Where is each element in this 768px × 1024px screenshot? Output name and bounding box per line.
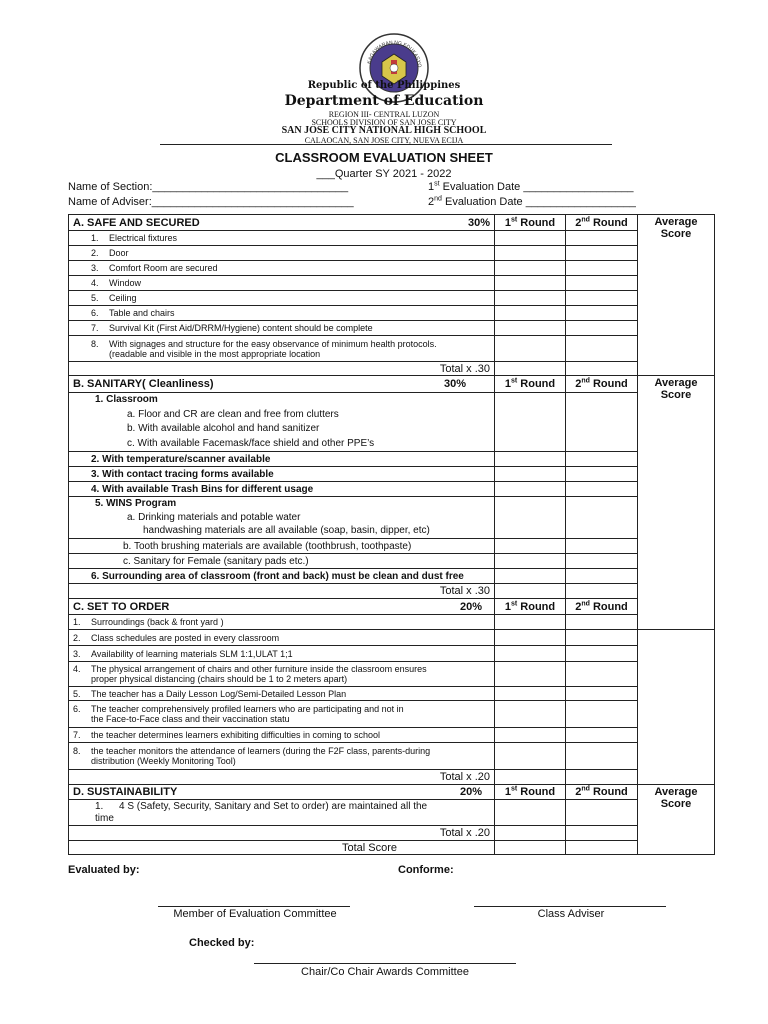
svg-text:KAGAWARAN NG EDUKASYON: KAGAWARAN NG EDUKASYO [366, 39, 423, 68]
section-title: B. SANITARY( Cleanliness) [73, 378, 214, 390]
checked-by-label: Checked by: [189, 937, 255, 949]
adviser-signature-label: Class Adviser [537, 908, 605, 920]
round1-score[interactable] [495, 630, 566, 646]
total-row: Total x .30 [69, 362, 715, 376]
average-score-cell: Average Score [638, 785, 715, 855]
round2-header: 2nd Round [566, 785, 638, 800]
table-row: 1. Classroom a. Floor and CR are clean and free from clutters b. With available alcohol and hand sanitizer c. With available Facemask/face shield and other PPE’s [69, 393, 715, 452]
round1-score[interactable] [495, 554, 566, 569]
round2-score[interactable] [566, 743, 638, 770]
round1-header: 1st Round [495, 215, 566, 231]
round2-header: 2nd Round [566, 599, 638, 615]
round1-score[interactable] [495, 615, 566, 630]
table-row: 3. Comfort Room are secured [69, 261, 715, 276]
round1-header: 1st Round [495, 599, 566, 615]
table-row: 1. Electrical fixtures [69, 231, 715, 246]
round1-score[interactable] [495, 482, 566, 497]
section-percent: 20% [459, 600, 482, 613]
table-row: 5. Ceiling [69, 291, 715, 306]
round1-header: 1st Round [495, 785, 566, 800]
chair-signature-label: Chair/Co Chair Awards Committee [301, 966, 469, 978]
member-signature-label: Member of Evaluation Committee [173, 908, 337, 920]
table-row: 6. Table and chairs [69, 306, 715, 321]
round2-score[interactable] [566, 728, 638, 743]
round1-total[interactable] [495, 362, 566, 376]
round2-score[interactable] [566, 800, 638, 826]
section-percent: 30% [443, 378, 466, 390]
round2-score[interactable] [566, 231, 638, 246]
table-row: 8. the teacher monitors the attendance of learners (during the F2F class, parents-during distribution (Weekly Monitoring Tool) [69, 743, 715, 770]
round1-score[interactable] [495, 728, 566, 743]
table-row: 3. Availability of learning materials SLM 1:1,ULAT 1;1 [69, 646, 715, 662]
total-row: Total x .30 [69, 584, 715, 599]
round2-score[interactable] [566, 261, 638, 276]
round1-score[interactable] [495, 231, 566, 246]
chair-signature-line [254, 963, 516, 964]
division-text: SCHOOLS DIVISION OF SAN JOSE CITY [311, 118, 457, 127]
round1-score[interactable] [495, 306, 566, 321]
evaluated-by-label: Evaluated by: [68, 864, 140, 876]
total-row: Total x .20 [69, 770, 715, 785]
round2-total-score[interactable] [566, 841, 638, 855]
table-row: 6. Surrounding area of classroom (front and back) must be clean and dust free [69, 569, 715, 584]
round2-score[interactable] [566, 336, 638, 362]
round2-total[interactable] [566, 826, 638, 841]
table-row: 7. Survival Kit (First Aid/DRRM/Hygiene) content should be complete [69, 321, 715, 336]
total-score-row: Total Score [69, 841, 715, 855]
table-row: 2. Door [69, 246, 715, 261]
round1-score[interactable] [495, 336, 566, 362]
round2-score[interactable] [566, 497, 638, 539]
round1-score[interactable] [495, 393, 566, 452]
quarter-line: ___Quarter SY 2021 - 2022 [316, 168, 452, 180]
header-rule [160, 144, 612, 145]
round1-score[interactable] [495, 662, 566, 687]
round1-total[interactable] [495, 584, 566, 599]
round1-score[interactable] [495, 246, 566, 261]
round1-header: 1st Round [495, 376, 566, 393]
round2-header: 2nd Round [566, 215, 638, 231]
section-title: A. SAFE AND SECURED [73, 216, 200, 229]
round2-score[interactable] [566, 569, 638, 584]
section-title: C. SET TO ORDER [73, 600, 170, 613]
adviser-name-field[interactable]: Name of Adviser:_________________________________ [68, 196, 354, 208]
table-row: 1. 4 S (Safety, Security, Sanitary and Set to order) are maintained all the time [69, 800, 715, 826]
round2-score[interactable] [566, 662, 638, 687]
conforme-label: Conforme: [398, 864, 454, 876]
table-row: 6. The teacher comprehensively profiled learners who are participating and not in the Face-to-Face class and their vaccination statu [69, 701, 715, 728]
round2-score[interactable] [566, 687, 638, 701]
section-percent: 30% [467, 216, 490, 229]
region-text: REGION III- CENTRAL LUZON [328, 110, 440, 119]
round1-score[interactable] [495, 701, 566, 728]
page-title: CLASSROOM EVALUATION SHEET [275, 150, 493, 165]
average-score-cell: Average Score [638, 215, 715, 376]
republic-text: Republic of the Philippines [307, 80, 461, 91]
round1-score[interactable] [495, 539, 566, 554]
section-percent: 20% [459, 786, 482, 798]
round2-score[interactable] [566, 393, 638, 452]
table-row: 4. With available Trash Bins for different usage [69, 482, 715, 497]
second-eval-date-field[interactable]: 2nd Evaluation Date __________________ [428, 195, 636, 208]
round2-score[interactable] [566, 615, 638, 630]
round2-score[interactable] [566, 539, 638, 554]
department-text: Department of Education [284, 93, 484, 109]
total-row: Total x .20 [69, 826, 715, 841]
section-name-field[interactable]: Name of Section:________________________________ [68, 181, 349, 193]
round1-score[interactable] [495, 452, 566, 467]
round1-score[interactable] [495, 467, 566, 482]
round1-score[interactable] [495, 497, 566, 539]
table-row: 2. With temperature/scanner available [69, 452, 715, 467]
table-row: 1. Surroundings (back & front yard ) [69, 615, 715, 630]
round2-score[interactable] [566, 246, 638, 261]
table-row: 8. With signages and structure for the easy observance of minimum health protocols. (readable and visible in the most appropriate location [69, 336, 715, 362]
round1-total-score[interactable] [495, 841, 566, 855]
section-b-header [69, 376, 715, 393]
table-row: 4. The physical arrangement of chairs and other furniture inside the classroom ensures proper physical distancing (chairs should be 1 to 2 meters apart) [69, 662, 715, 687]
table-row: 3. With contact tracing forms available [69, 467, 715, 482]
table-row: b. Tooth brushing materials are available (toothbrush, toothpaste) [69, 539, 715, 554]
school-name: SAN JOSE CITY NATIONAL HIGH SCHOOL [281, 125, 487, 136]
round1-score[interactable] [495, 569, 566, 584]
section-title: D. SUSTAINABILITY [73, 786, 178, 798]
table-row: 7. the teacher determines learners exhibiting difficulties in coming to school [69, 728, 715, 743]
round2-total[interactable] [566, 770, 638, 785]
round1-score[interactable] [495, 261, 566, 276]
round2-score[interactable] [566, 306, 638, 321]
round1-score[interactable] [495, 800, 566, 826]
round2-score[interactable] [566, 452, 638, 467]
table-row: 2. Class schedules are posted in every classroom [69, 630, 715, 646]
round1-score[interactable] [495, 743, 566, 770]
table-row: 5. The teacher has a Daily Lesson Log/Semi-Detailed Lesson Plan [69, 687, 715, 701]
table-row: 4. Window [69, 276, 715, 291]
round2-header: 2nd Round [566, 376, 638, 393]
round1-total[interactable] [495, 770, 566, 785]
round2-score[interactable] [566, 701, 638, 728]
school-address: CALAOCAN, SAN JOSE CITY, NUEVA ECIJA [304, 136, 464, 145]
round2-total[interactable] [566, 362, 638, 376]
round1-score[interactable] [495, 321, 566, 336]
round2-score[interactable] [566, 630, 638, 646]
adviser-signature-line [474, 906, 666, 907]
round2-score[interactable] [566, 554, 638, 569]
round2-score[interactable] [566, 646, 638, 662]
round2-score[interactable] [566, 291, 638, 306]
round2-total[interactable] [566, 584, 638, 599]
round2-score[interactable] [566, 467, 638, 482]
round1-score[interactable] [495, 276, 566, 291]
member-signature-line [158, 906, 350, 907]
section-d-header [69, 785, 715, 800]
round1-score[interactable] [495, 687, 566, 701]
section-c-header [69, 599, 715, 615]
section-a-header [69, 215, 715, 231]
evaluation-table [68, 214, 715, 855]
table-row: 5. WINS Program a. Drinking materials and potable water handwashing materials are all available (soap, basin, dipper, etc) [69, 497, 715, 539]
table-row: c. Sanitary for Female (sanitary pads etc.) [69, 554, 715, 569]
round1-score[interactable] [495, 291, 566, 306]
round1-score[interactable] [495, 646, 566, 662]
round2-score[interactable] [566, 482, 638, 497]
average-score-cell: Average Score [638, 376, 715, 630]
round1-total[interactable] [495, 826, 566, 841]
round2-score[interactable] [566, 321, 638, 336]
round2-score[interactable] [566, 276, 638, 291]
first-eval-date-field[interactable]: 1st Evaluation Date __________________ [428, 180, 634, 193]
